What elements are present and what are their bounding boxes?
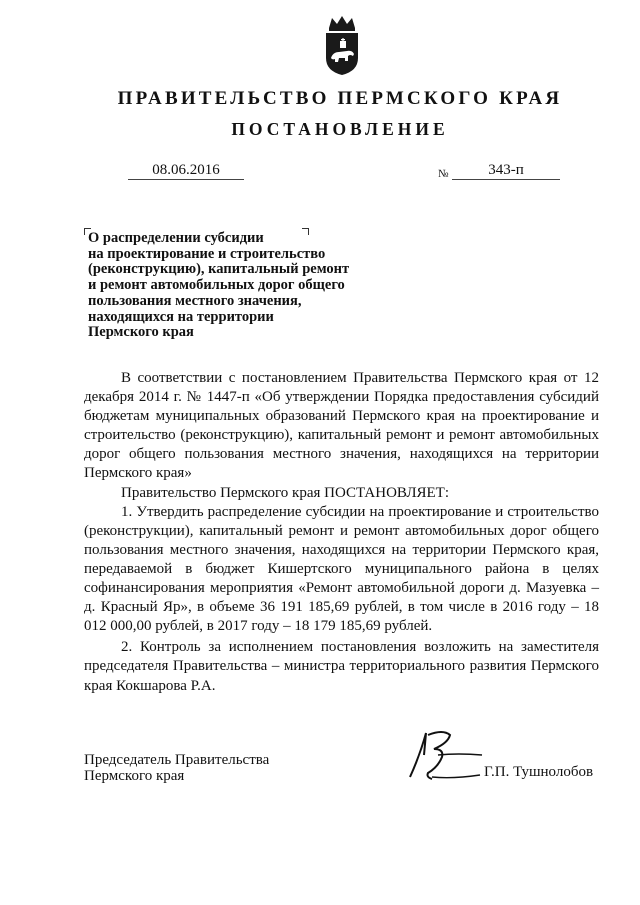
- body-paragraph-item-1: 1. Утвердить распределение субсидии на проектирование и строительство (реконструкции), капитальный ремонт и ремонт автомобильных дорог общего пользования местного значения, находящихся на территории Пермского края, передаваемой в бюджет Кишертского муниципального района в целях софинансирования мероприятия «Ремонт автомобильной дороги д. Мазуевка – д. Красный Яр», в объеме 36 191 185,69 рублей, в том числе в 2016 году – 18 012 000,00 рублей, в 2017 году – 18 179 185,69 рублей.: [84, 503, 599, 635]
- subject-line: (реконструкцию), капитальный ремонт: [88, 261, 350, 278]
- number-label: №: [438, 168, 449, 180]
- signatory-title-line-2: Пермского края: [84, 768, 185, 784]
- coat-of-arms-icon: [323, 14, 361, 76]
- organization-title: ПРАВИТЕЛЬСТВО ПЕРМСКОГО КРАЯ: [117, 88, 563, 109]
- subject-line: на проектирование и строительство: [88, 245, 326, 262]
- signatory-title: [84, 752, 269, 784]
- body-paragraph-item-2: 2. Контроль за исполнением постановления возложить на заместителя председателя Правительства – министра территориального развития Пермского края Кокшарова Р.А.: [84, 639, 599, 694]
- signatory-name: Г.П. Тушнолобов: [484, 764, 594, 780]
- subject-line: О распределении субсидии: [88, 230, 264, 246]
- document-type: ПОСТАНОВЛЕНИЕ: [231, 119, 449, 139]
- document-number: 343-п: [452, 161, 560, 180]
- document-date: 08.06.2016: [128, 161, 244, 180]
- body-paragraph-preamble: В соответствии с постановлением Правительства Пермского края от 12 декабря 2014 г. № 1447-п «Об утверждении Порядка предоставления субсидий бюджетам муниципальных образований Пермского края на проектирование и строительство (реконструкцию), капитальный ремонт и ремонт автомобильных дорог общего пользования местного значения, находящихся на территории Пермского края»: [84, 370, 599, 482]
- subject-line: Пермского края: [88, 324, 194, 341]
- subject-line: находящихся на территории: [88, 308, 274, 325]
- signatory-title-line-1: Председатель Правительства: [84, 752, 270, 768]
- subject-line: и ремонт автомобильных дорог общего: [88, 277, 345, 294]
- document-subject: [88, 231, 368, 341]
- subject-line: пользования местного значения,: [88, 292, 302, 309]
- document-body: [84, 369, 599, 696]
- body-paragraph-decree: Правительство Пермского края ПОСТАНОВЛЯЕТ:: [121, 484, 450, 501]
- handwritten-signature-icon: [398, 725, 488, 785]
